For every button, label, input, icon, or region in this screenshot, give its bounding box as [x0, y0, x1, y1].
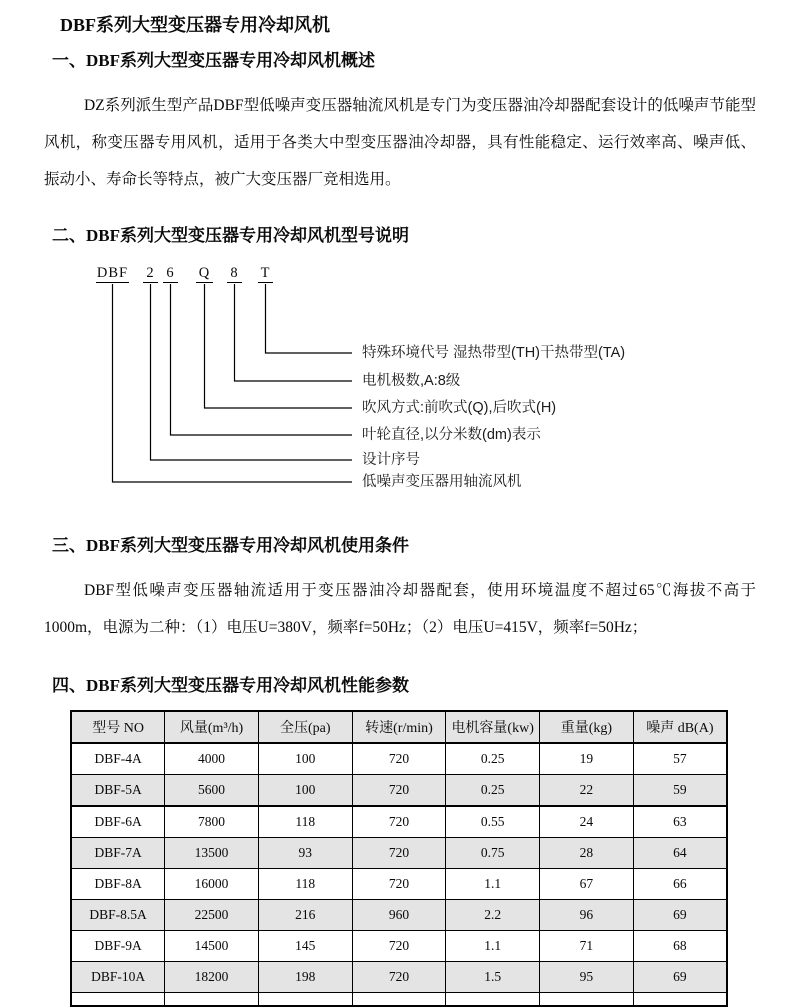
table-cell: 59	[633, 775, 727, 807]
table-cell: 720	[352, 775, 446, 807]
table-cutoff-row	[71, 993, 727, 1007]
table-cell: 118	[258, 806, 352, 838]
table-cell: 0.25	[446, 775, 540, 807]
connector-line-dbf	[113, 284, 353, 482]
col-header-model: 型号 NO	[71, 711, 165, 743]
table-cell: 5600	[165, 775, 259, 807]
table-cell: 198	[258, 962, 352, 993]
model-code-label-environment: 特殊环境代号 湿热带型(TH)干热带型(TA)	[362, 345, 626, 361]
col-header-airflow: 风量(m³/h)	[165, 711, 259, 743]
table-row	[71, 900, 727, 931]
table-cell: 13500	[165, 838, 259, 869]
table-cell: 28	[540, 838, 634, 869]
model-code-label-motor-poles: 电机极数,A:8级	[362, 373, 461, 389]
table-cell: 64	[633, 838, 727, 869]
table-cell: 100	[258, 775, 352, 807]
table-cell: 960	[352, 900, 446, 931]
table-cell: 95	[540, 962, 634, 993]
table-cell: 1.1	[446, 869, 540, 900]
table-cell: DBF-7A	[71, 838, 165, 869]
table-cell: 16000	[165, 869, 259, 900]
table-cell: 1.1	[446, 931, 540, 962]
model-code-label-blow-mode: 吹风方式:前吹式(Q),后吹式(H)	[362, 400, 557, 416]
table-cell: 1.5	[446, 962, 540, 993]
table-cell: 720	[352, 743, 446, 775]
table-row	[71, 869, 727, 900]
table-cell: 24	[540, 806, 634, 838]
table-row	[71, 962, 727, 993]
model-code-label-design-seq: 设计序号	[362, 452, 420, 468]
table-cell: 19	[540, 743, 634, 775]
table-row	[71, 806, 727, 838]
table-header	[71, 711, 727, 743]
table-cell: 720	[352, 869, 446, 900]
table-cell: 216	[258, 900, 352, 931]
table-cell: 7800	[165, 806, 259, 838]
table-cell: 71	[540, 931, 634, 962]
section-1-paragraph: DZ系列派生型产品DBF型低噪声变压器轴流风机是专门为变压器油冷却器配套设计的低噪声节能型风机，称变压器专用风机，适用于各类大中型变压器油冷却器，具有性能稳定、运行效率高、噪声低、振动小、寿命长等特点，被广大变压器厂竞相选用。	[44, 97, 756, 188]
section-3-paragraph: DBF型低噪声变压器轴流适用于变压器油冷却器配套，使用环境温度不超过65℃海拔不高于1000m，电源为二种：（1）电压U=380V，频率f=50Hz；（2）电压U=415V，频率f=50Hz；	[44, 582, 756, 636]
table-cell: 0.75	[446, 838, 540, 869]
table-cell: DBF-5A	[71, 775, 165, 807]
model-code-diagram	[44, 265, 756, 505]
table-cell: 18200	[165, 962, 259, 993]
table-cell: DBF-6A	[71, 806, 165, 838]
section-1-heading: 一、DBF系列大型变压器专用冷却风机概述	[52, 51, 375, 70]
table-cell: 69	[633, 962, 727, 993]
model-code-part-q: Q	[196, 265, 213, 283]
table-cell: 145	[258, 931, 352, 962]
model-code-part-8: 8	[227, 265, 242, 283]
table-cell: 69	[633, 900, 727, 931]
table-cell: DBF-8.5A	[71, 900, 165, 931]
table-cell: 720	[352, 806, 446, 838]
table-row	[71, 775, 727, 807]
connector-line-2	[151, 284, 353, 460]
table-cell: 14500	[165, 931, 259, 962]
model-code-part-6: 6	[163, 265, 178, 283]
table-body	[71, 743, 727, 993]
table-cell: DBF-10A	[71, 962, 165, 993]
model-code-label-fan-type: 低噪声变压器用轴流风机	[362, 474, 522, 490]
table-cell: 100	[258, 743, 352, 775]
table-cell: 63	[633, 806, 727, 838]
col-header-speed: 转速(r/min)	[352, 711, 446, 743]
connector-line-8	[235, 284, 353, 381]
table-cell: 720	[352, 931, 446, 962]
table-cell: 22	[540, 775, 634, 807]
table-cell: 0.55	[446, 806, 540, 838]
col-header-pressure: 全压(pa)	[258, 711, 352, 743]
table-header-row	[71, 711, 727, 743]
table-cell: 720	[352, 962, 446, 993]
model-code-label-impeller: 叶轮直径,以分米数(dm)表示	[362, 427, 541, 443]
connector-line-t	[266, 284, 353, 353]
table-cell: DBF-8A	[71, 869, 165, 900]
table-row	[71, 743, 727, 775]
table-row	[71, 838, 727, 869]
section-3-heading: 三、DBF系列大型变压器专用冷却风机使用条件	[52, 536, 409, 555]
table-cell: 68	[633, 931, 727, 962]
table-cell: 93	[258, 838, 352, 869]
connector-line-q	[205, 284, 353, 408]
col-header-motor-power: 电机容量(kw)	[446, 711, 540, 743]
table-cell: 4000	[165, 743, 259, 775]
table-cell: DBF-4A	[71, 743, 165, 775]
table-row	[71, 931, 727, 962]
performance-table	[70, 710, 728, 1007]
table-cell: 720	[352, 838, 446, 869]
table-cell: 118	[258, 869, 352, 900]
col-header-weight: 重量(kg)	[540, 711, 634, 743]
connector-line-6	[171, 284, 353, 435]
section-2-heading: 二、DBF系列大型变压器专用冷却风机型号说明	[52, 226, 409, 245]
model-code-part-dbf: DBF	[96, 265, 129, 281]
table-cell: DBF-9A	[71, 931, 165, 962]
table-cell: 57	[633, 743, 727, 775]
model-code-part-2: 2	[143, 265, 158, 283]
section-4-heading: 四、DBF系列大型变压器专用冷却风机性能参数	[52, 676, 409, 695]
col-header-noise: 噪声 dB(A)	[633, 711, 727, 743]
document-title: DBF系列大型变压器专用冷却风机	[60, 15, 330, 35]
table-cell: 2.2	[446, 900, 540, 931]
table-cell: 0.25	[446, 743, 540, 775]
model-code-part-t: T	[258, 265, 273, 283]
table-cell: 66	[633, 869, 727, 900]
cutoff-row	[71, 993, 727, 1007]
table-cell: 67	[540, 869, 634, 900]
table-cell: 22500	[165, 900, 259, 931]
table-cell: 96	[540, 900, 634, 931]
